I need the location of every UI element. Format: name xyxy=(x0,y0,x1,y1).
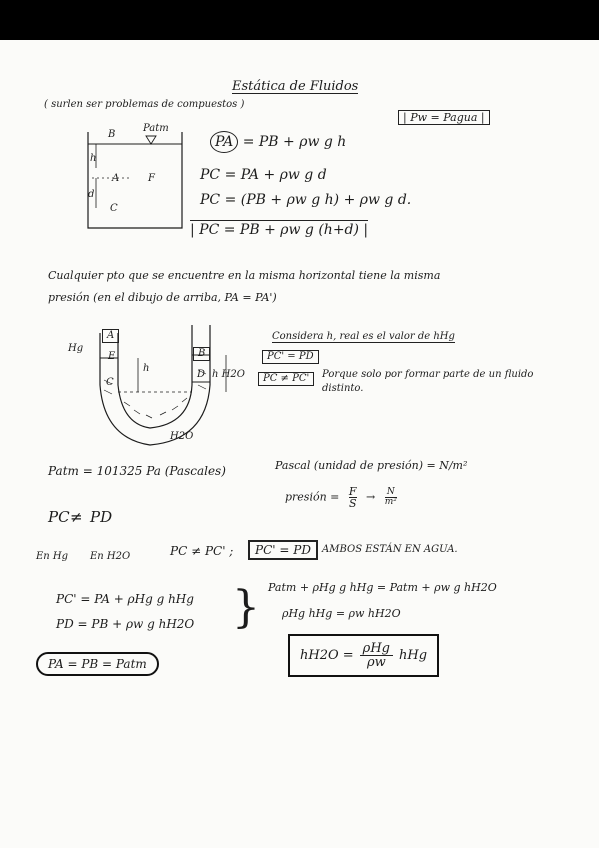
pressure-label: presión = xyxy=(285,490,340,504)
mano-label-h2o: H2O xyxy=(170,431,194,442)
compare-pc: PC xyxy=(48,508,70,526)
eq-pc-result: | PC = PB + ρw g (h+d) | xyxy=(190,222,369,238)
pascal-definition: Pascal (unidad de presión) = N/m² xyxy=(275,459,468,472)
final-den: ρw xyxy=(366,655,386,670)
atm-oval: PA = PB = Patm xyxy=(36,652,159,676)
paragraph-line-2: presión (en el dibujo de arriba, PA = PA') xyxy=(48,291,277,304)
force-over-area xyxy=(349,486,357,509)
fraction-num: F xyxy=(348,485,357,498)
page-title: Estática de Fluidos xyxy=(232,79,359,94)
eq-balance: Patm + ρHg g hHg = Patm + ρw g hH2O xyxy=(268,581,497,594)
notes-box-2: PC ≠ PC' xyxy=(258,372,314,386)
eq-pc-prime: PC' = PA + ρHg g hHg xyxy=(56,592,194,606)
notes-heading: Considera h, real es el valor de hHg xyxy=(272,331,455,342)
tank-label-a: A xyxy=(112,173,120,184)
final-num: ρHg xyxy=(360,642,393,656)
mano-label-a: A xyxy=(102,329,119,343)
final-fraction xyxy=(360,642,393,669)
eq-pa-line xyxy=(210,135,346,149)
manometer-diagram xyxy=(100,325,226,445)
eq-reduced: ρHg hHg = ρw hH2O xyxy=(282,607,401,620)
compare-pd: PD xyxy=(90,508,113,526)
mano-label-e: E xyxy=(108,351,116,362)
compare-box: PC' = PD xyxy=(248,540,318,560)
eq-pc-sub-line: PC = (PB + ρw g h) + ρw g d. xyxy=(200,192,412,208)
tank-label-c: C xyxy=(110,203,118,214)
compare-neq: ≠ xyxy=(70,508,83,526)
tank-label-d: d xyxy=(88,189,95,200)
notes-box-2-explanation: Porque solo por formar parte de un fluido distinto. xyxy=(322,369,534,394)
mano-label-d: D xyxy=(197,369,206,380)
tank-label-b: B xyxy=(108,129,116,140)
tank-label-h: h xyxy=(90,153,97,164)
tank-label-f: F xyxy=(148,173,155,184)
final-lhs: hH2O = xyxy=(300,648,354,663)
eq-pc-line: PC = PA + ρw g d xyxy=(200,167,327,183)
mano-label-hg: Hg xyxy=(68,343,84,354)
tank-label-patm: Patm xyxy=(143,123,169,134)
paragraph-line-1: Cualquier pto que se encuentre en la misma horizontal tiene la misma xyxy=(48,269,441,282)
notebook-page xyxy=(0,40,599,848)
pressure-definition xyxy=(285,486,397,509)
eq-pa-rest: = PB + ρw g h xyxy=(242,134,347,150)
brace: } xyxy=(232,582,260,633)
patm-value: Patm = 101325 Pa (Pascales) xyxy=(48,464,226,478)
compare-in-h2o: En H2O xyxy=(90,551,131,562)
mano-label-b: B xyxy=(193,347,210,361)
page-subtitle: ( surlen ser problemas de compuestos ) xyxy=(44,99,245,110)
unit-num: N xyxy=(385,488,397,498)
notes-box-1: PC' = PD xyxy=(262,350,319,364)
circled-pa: PA xyxy=(210,131,238,153)
mano-label-hh2o: h H2O xyxy=(212,369,245,380)
compare-note: AMBOS ESTÁN EN AGUA. xyxy=(322,544,458,555)
mano-label-c: C xyxy=(106,377,114,388)
rho-water-box: | Pw = Pagua | xyxy=(398,110,490,125)
compare-in-hg: En Hg xyxy=(36,551,69,562)
compare-middle: PC ≠ PC' ; xyxy=(170,544,234,558)
final-result-box xyxy=(288,634,439,677)
tank-diagram xyxy=(88,129,182,228)
unit-den: m² xyxy=(384,497,397,507)
mano-label-h: h xyxy=(143,363,150,374)
eq-pd: PD = PB + ρw g hH2O xyxy=(56,617,195,631)
final-rhs: hHg xyxy=(398,648,428,663)
arrow: → xyxy=(366,490,376,504)
fraction-den: S xyxy=(348,497,357,510)
unit-fraction xyxy=(385,488,397,507)
